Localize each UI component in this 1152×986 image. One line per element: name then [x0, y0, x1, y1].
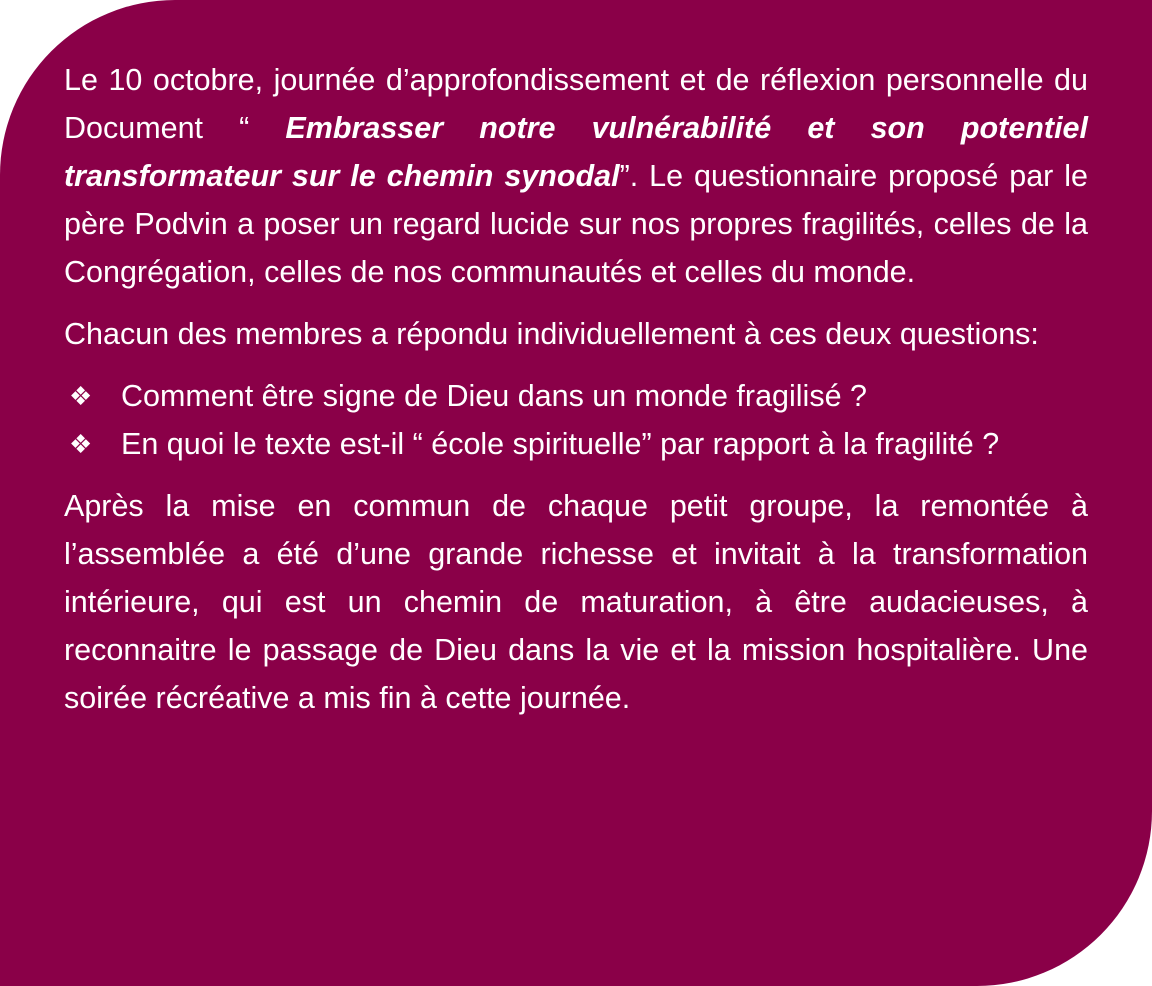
question-text: Comment être signe de Dieu dans un monde fragilisé ? — [121, 379, 867, 413]
diamond-bullet-icon: ❖ — [69, 429, 93, 459]
question-text: En quoi le texte est-il “ école spirituelle” par rapport à la fragilité ? — [121, 427, 1000, 461]
intro-paragraph — [64, 56, 1088, 296]
questions-list — [64, 372, 1088, 468]
diamond-bullet-icon: ❖ — [69, 381, 93, 411]
list-item — [64, 420, 1088, 468]
intro-tail: ”. Le questionnaire proposé par le père Podvin a poser un regard lucide sur nos propres fragilités, celles de la Congrégation, celles de nos communautés et celles du monde. — [64, 159, 1088, 289]
document-title: Embrasser notre vulnérabilité et son potentiel transformateur sur le chemin synodal — [64, 111, 1088, 193]
intro-lead: Le 10 octobre, journée d’approfondissement et de réflexion personnelle du Document “ — [64, 63, 1088, 145]
conclusion-paragraph: Après la mise en commun de chaque petit groupe, la remontée à l’assemblée a été d’une grande richesse et invitait à la transformation intérieure, qui est un chemin de maturation, à être audacieuses, à reconnaitre le passage de Dieu dans la vie et la mission hospitalière. Une soirée récréative a mis fin à cette journée. — [64, 489, 1088, 715]
questions-intro-paragraph: Chacun des membres a répondu individuellement à ces deux questions: — [64, 317, 1039, 351]
list-item — [64, 372, 1088, 420]
